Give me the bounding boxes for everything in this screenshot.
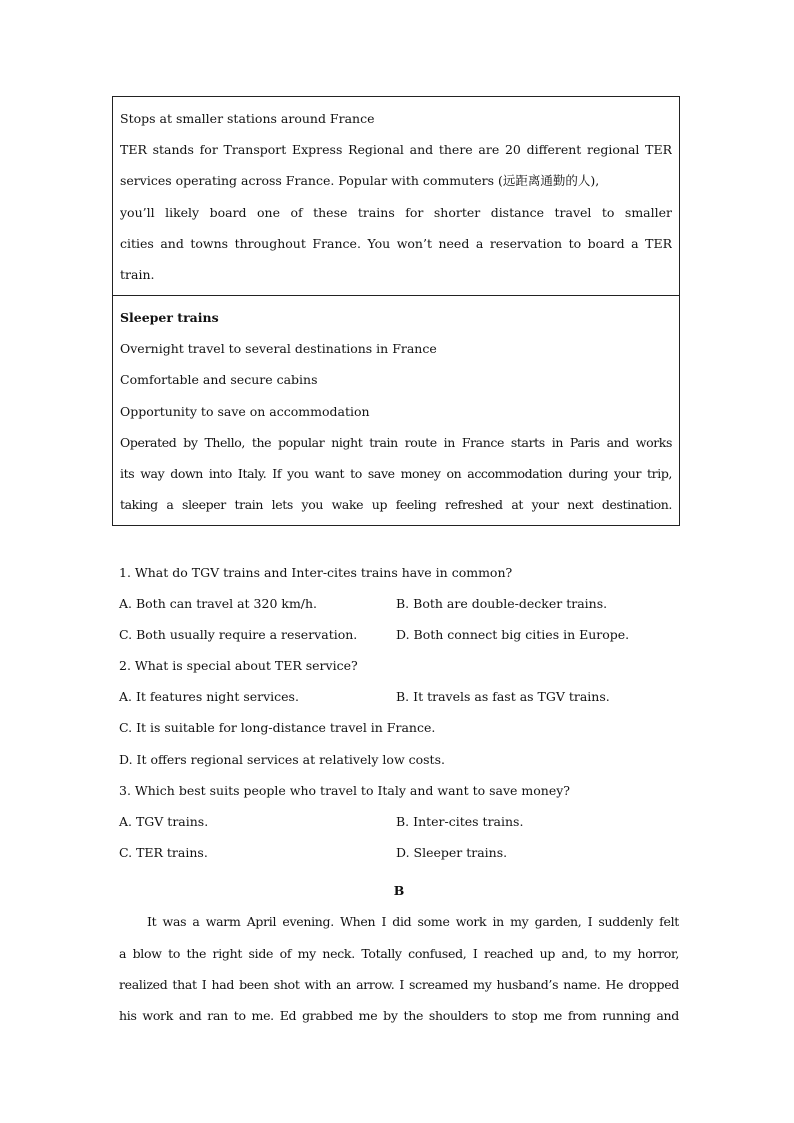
q2-option-c: C. It is suitable for long-distance travel in France.: [119, 720, 436, 736]
q3-options-row: [119, 837, 679, 868]
q3-option-d: D. Sleeper trains.: [396, 844, 508, 860]
questions: [119, 557, 679, 868]
q1-option-d: D. Both connect big cities in Europe.: [396, 627, 630, 643]
question-1: 1. What do TGV trains and Inter-cites trains have in common?: [119, 565, 513, 580]
q1-option-c: C. Both usually require a reservation.: [119, 627, 358, 643]
sleeper-desc-line: taking a sleeper train lets you wake up feeling refreshed at your next destination.: [120, 497, 672, 513]
ter-desc-line: TER stands for Transport Express Regional and there are 20 different regional TER: [120, 142, 672, 158]
passage-line: a blow to the right side of my neck. Totally confused, I reached up and, to my horror,: [119, 945, 679, 961]
ter-desc-line: services operating across France. Popular with commuters (远距离通勤的人),: [120, 173, 600, 189]
q3-option-c: C. TER trains.: [119, 844, 208, 860]
sleeper-cell: [113, 295, 679, 525]
question-2: 2. What is special about TER service?: [119, 658, 358, 674]
info-table: [112, 96, 680, 526]
sleeper-desc-line: its way down into Italy. If you want to save money on accommodation during your trip,: [120, 465, 672, 481]
ter-desc-line: train.: [120, 266, 155, 282]
passage-line: It was a warm April evening. When I did some work in my garden, I suddenly felt: [147, 914, 679, 930]
sleeper-feature: Overnight travel to several destinations in France: [120, 341, 437, 357]
q2-option-d: D. It offers regional services at relatively low costs.: [119, 751, 445, 767]
q2-option-b: B. It travels as fast as TGV trains.: [396, 689, 610, 705]
q1-options-row: [119, 619, 679, 650]
q1-option-b: B. Both are double-decker trains.: [396, 596, 608, 612]
sleeper-heading: Sleeper trains: [120, 310, 219, 325]
q2-options-row: [119, 681, 679, 712]
q3-option-a: A. TGV trains.: [119, 813, 209, 829]
passage-line: realized that I had been shot with an arrow. I screamed my husband’s name. He dropped: [119, 976, 679, 992]
q3-options-row: [119, 806, 679, 837]
q1-options-row: [119, 588, 679, 619]
sleeper-desc-line: Operated by Thello, the popular night train route in France starts in Paris and works: [120, 434, 672, 450]
ter-cell: [113, 97, 679, 295]
ter-desc-line: you’ll likely board one of these trains for shorter distance travel to smaller: [120, 204, 672, 220]
ter-tagline: Stops at smaller stations around France: [120, 111, 375, 126]
q3-option-b: B. Inter-cites trains.: [396, 813, 524, 829]
section-b: [119, 875, 679, 1031]
section-title: B: [393, 883, 405, 898]
q1-option-a: A. Both can travel at 320 km/h.: [119, 596, 318, 612]
q2-option-a: A. It features night services.: [119, 689, 299, 705]
sleeper-feature: Opportunity to save on accommodation: [120, 403, 370, 419]
sleeper-feature: Comfortable and secure cabins: [120, 372, 318, 388]
ter-desc-line: cities and towns throughout France. You won’t need a reservation to board a TER: [120, 235, 672, 251]
passage-line: his work and ran to me. Ed grabbed me by the shoulders to stop me from running and: [119, 1008, 679, 1024]
question-3: 3. Which best suits people who travel to Italy and want to save money?: [119, 782, 570, 798]
